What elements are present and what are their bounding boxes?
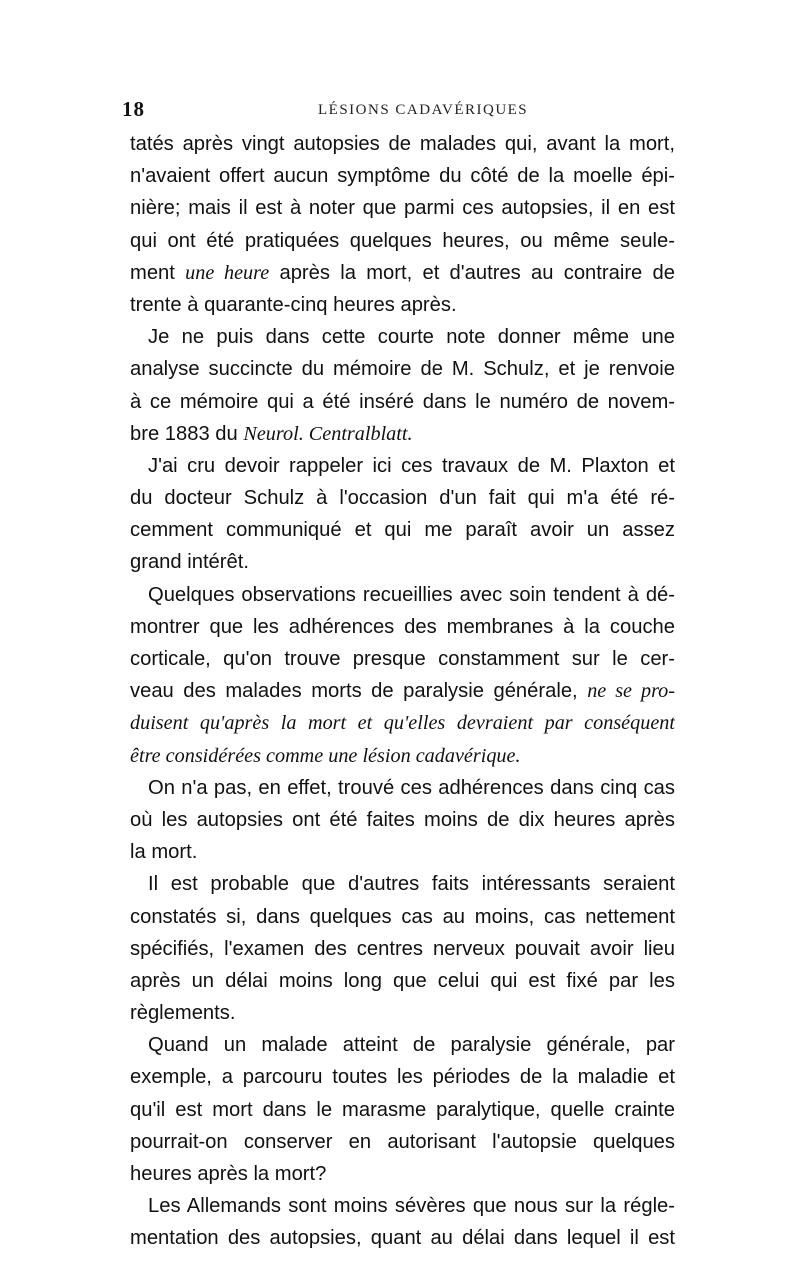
line-text: cemment communiqué et qui me paraît avoir un assez — [130, 519, 675, 542]
line-text: Quand un malade atteint de paralysie générale, par — [148, 1034, 675, 1057]
text-line — [130, 353, 675, 385]
text-line — [130, 289, 675, 321]
text-line — [130, 321, 675, 353]
text-line — [130, 579, 675, 611]
line-text: règlements. — [130, 1002, 236, 1025]
line-text: Il est probable que d'autres faits intéressants seraient — [148, 873, 675, 896]
page-number: 18 — [122, 97, 145, 121]
text-line — [130, 514, 675, 546]
text-line — [130, 418, 675, 450]
text-line — [130, 1126, 675, 1158]
line-text: mentation des autopsies, quant au délai dans lequel il est — [130, 1227, 675, 1250]
text-line — [130, 1158, 675, 1190]
line-text: Quelques observations recueillies avec soin tendent à dé- — [148, 583, 675, 606]
text-line — [130, 450, 675, 482]
line-text: Je ne puis dans cette courte note donner même une — [148, 326, 675, 349]
text-line — [130, 933, 675, 965]
text-line — [130, 707, 675, 739]
text-line — [130, 643, 675, 675]
text-line — [130, 675, 675, 707]
line-text: trente à quarante-cinq heures après. — [130, 293, 457, 316]
line-text: heures après la mort? — [130, 1163, 327, 1185]
text-line — [130, 1094, 675, 1126]
running-head: LÉSIONS CADAVÉRIQUES — [318, 102, 529, 118]
line-text: à ce mémoire qui a été inséré dans le numéro de novem- — [130, 390, 675, 413]
text-line — [130, 965, 675, 997]
text-line — [130, 192, 675, 224]
line-text: ment — [130, 261, 186, 284]
line-text: Les Allemands sont moins sévères que nous sur la régle- — [148, 1195, 675, 1218]
text-line — [130, 482, 675, 514]
line-text: On n'a pas, en effet, trouvé ces adhérences dans cinq cas — [148, 776, 675, 799]
text-line — [130, 901, 675, 933]
italic-text: duisent qu'après la mort et qu'elles devraient par conséquent — [130, 712, 675, 735]
text-line — [130, 160, 675, 192]
text-line — [130, 804, 675, 836]
italic-text: ne se pro- — [587, 680, 675, 703]
text-line — [130, 1029, 675, 1061]
line-text: exemple, a parcouru toutes les périodes de la maladie et — [130, 1066, 675, 1089]
line-text: grand intérêt. — [130, 551, 249, 574]
line-text: où les autopsies ont été faites moins de dix heures après — [130, 808, 675, 831]
text-line — [130, 257, 675, 289]
text-line — [130, 1222, 675, 1254]
text-line — [130, 225, 675, 257]
line-text: du docteur Schulz à l'occasion d'un fait qui m'a été ré- — [130, 487, 675, 510]
text-line — [130, 128, 675, 160]
line-text: spécifiés, l'examen des centres nerveux pouvait avoir lieu — [130, 937, 675, 960]
body-text — [130, 128, 675, 1255]
line-text: bre 1883 du — [130, 422, 244, 445]
text-line — [130, 997, 675, 1029]
text-line — [130, 740, 675, 772]
italic-text: être considérées comme une lésion cadavérique. — [130, 744, 521, 767]
text-line — [130, 1061, 675, 1093]
text-line — [130, 772, 675, 804]
text-line — [130, 611, 675, 643]
line-text: n'avaient offert aucun symptôme du côté de la moelle épi- — [130, 165, 675, 188]
italic-text: une heure — [185, 261, 270, 284]
line-text: qui ont été pratiquées quelques heures, ou même seule- — [130, 229, 675, 252]
line-text: nière; mais il est à noter que parmi ces autopsies, il en est — [130, 197, 675, 220]
line-text: après la mort, et d'autres au contraire de — [269, 261, 675, 284]
text-line — [130, 1190, 675, 1222]
text-line — [130, 546, 675, 578]
text-line — [130, 836, 675, 868]
line-text: tatés après vingt autopsies de malades qui, avant la mort, — [130, 133, 675, 155]
line-text: J'ai cru devoir rappeler ici ces travaux de M. Plaxton et — [148, 454, 675, 477]
line-text: la mort. — [130, 841, 198, 864]
text-line — [130, 868, 675, 900]
line-text: analyse succincte du mémoire de M. Schulz, et je renvoie — [130, 358, 675, 381]
line-text: montrer que les adhérences des membranes à la couche — [130, 615, 675, 638]
line-text: veau des malades morts de paralysie générale, — [130, 680, 588, 703]
italic-text: Neurol. Centralblatt. — [243, 422, 413, 445]
line-text: qu'il est mort dans le marasme paralytique, quelle crainte — [130, 1098, 675, 1121]
page-header — [122, 97, 682, 127]
line-text: constatés si, dans quelques cas au moins, cas nettement — [130, 905, 675, 928]
line-text: après un délai moins long que celui qui est fixé par les — [130, 969, 675, 992]
line-text: pourrait-on conserver en autorisant l'autopsie quelques — [130, 1130, 675, 1153]
line-text: corticale, qu'on trouve presque constamment sur le cer- — [130, 648, 675, 670]
text-line — [130, 386, 675, 418]
